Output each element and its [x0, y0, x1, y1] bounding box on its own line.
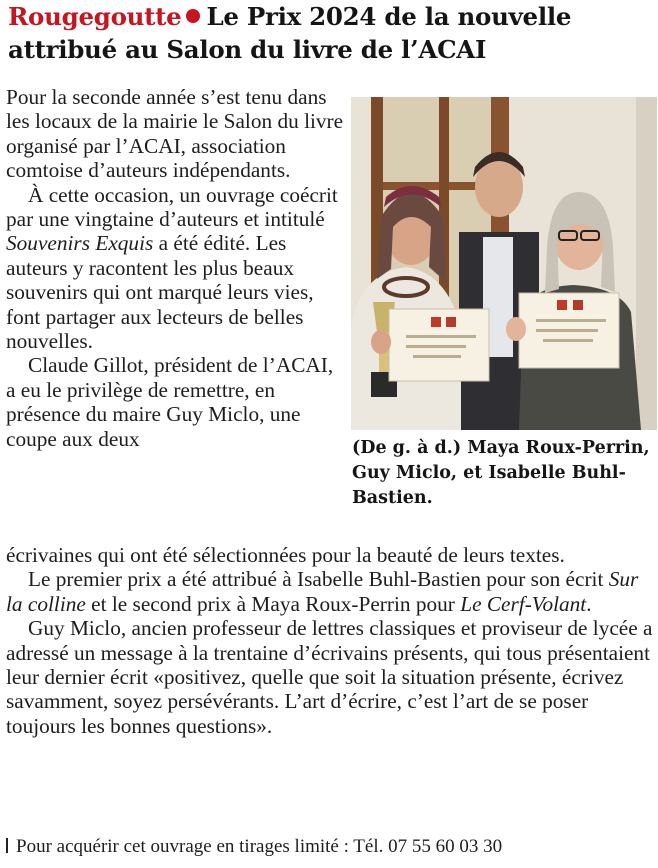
- paragraph-5: Guy Miclo, ancien professeur de lettres classiques et proviseur de lycée a adressé un message à la trentaine d’écrivains présents, qui tous présentaient leur dernier écrit «positivez, quelle que soit la situation présente, écrivez savamment, soyez persévérants. L’art d’écrire, c’est l’art de se poser toujours les bonnes questions».: [6, 616, 653, 738]
- paragraph-4: Le premier prix a été attribué à Isabelle Buhl-Bastien pour son écrit Sur la colline et le second prix à Maya Roux-Perrin pour Le Cerf-Volant.: [6, 567, 639, 616]
- book-title-colline: Sur la colline: [6, 567, 639, 616]
- article-column: [6, 85, 346, 451]
- footer-bar-icon: [6, 838, 8, 853]
- paragraph-2: À cette occasion, un ouvrage coécrit par une vingtaine d’auteurs et intitulé Souvenirs Exquis a été édité. Les auteurs y racontent les plus beaux souvenirs qui ont marqué leurs vies, font partager aux lecteurs de belles nouvelles.: [6, 182, 338, 354]
- photo-caption: (De g. à d.) Maya Roux-Perrin, Guy Miclo, et Isabelle Buhl-Bastien.: [352, 438, 650, 508]
- footer-text: Pour acquérir cet ouvrage en tirages limité : Tél. 07 55 60 03 30: [16, 836, 503, 857]
- headline: [8, 0, 648, 66]
- paragraph-3: Claude Gillot, président de l’ACAI, a eu le privilège de remettre, en présence du maire Guy Miclo, une coupe aux deux: [6, 353, 334, 451]
- book-title-cerf-volant: Le Cerf-Volant: [460, 591, 587, 616]
- article-full-width: [6, 543, 654, 738]
- bullet-dot-icon: [186, 9, 200, 23]
- paragraph-1: Pour la seconde année s’est tenu dans les locaux de la mairie le Salon du livre organisé par l’ACAI, association comtoise d’auteurs indépendants.: [6, 85, 344, 183]
- headline-title: Le Prix 2024 de la nouvelle attribué au Salon du livre de l’ACAI: [8, 2, 572, 64]
- book-title-souvenirs: Souvenirs Exquis: [6, 231, 154, 256]
- footer-info: [6, 836, 502, 858]
- photo-illustration: [351, 97, 657, 430]
- article-photo: [351, 97, 657, 430]
- paragraph-3-continued: écrivaines qui ont été sélectionnées pour la beauté de leurs textes.: [6, 543, 565, 567]
- location-label: Rougegoutte: [8, 2, 182, 31]
